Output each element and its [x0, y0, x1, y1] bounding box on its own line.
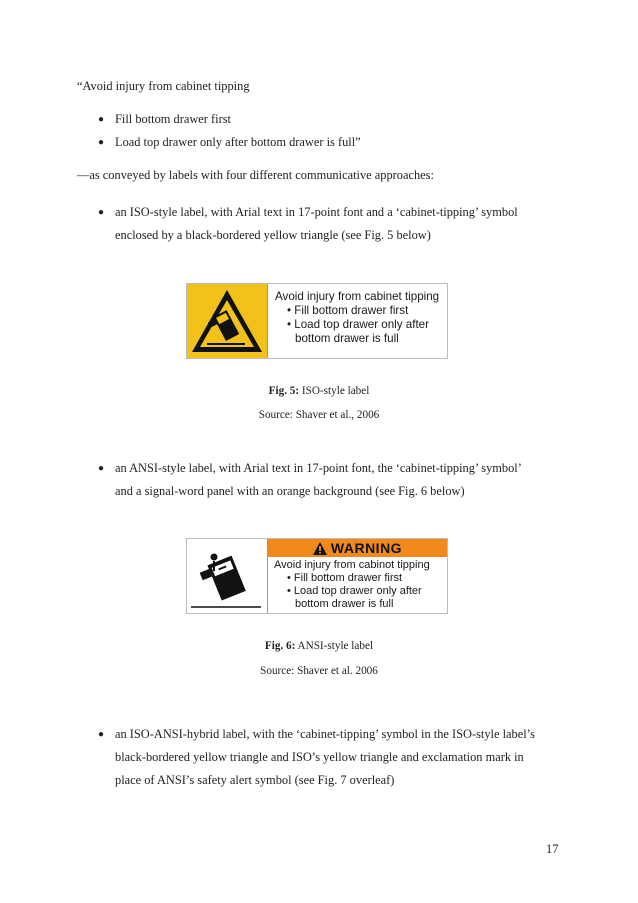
fig6-source: Source: Shaver et al. 2006: [260, 665, 378, 677]
quote-bullet-2: Load top drawer only after bottom drawer is full”: [115, 135, 361, 149]
bullet-icon: ●: [98, 463, 105, 474]
quote-bullet-1: Fill bottom drawer first: [115, 112, 231, 126]
cabinet-tipping-warning-icon: [187, 284, 267, 358]
fig6-label-line-3: • Load top drawer only after: [287, 585, 422, 597]
fig6-label-line-2: • Fill bottom drawer first: [287, 572, 403, 584]
safety-alert-icon: [313, 542, 327, 555]
fig5-caption: [0, 385, 638, 397]
page-number: 17: [546, 842, 559, 856]
fig6-label-line-1: Avoid injury from cabinot tipping: [274, 559, 430, 571]
ansi-style-label-figure: [186, 538, 448, 614]
fig5-label-line-3: • Load top drawer only after: [287, 318, 429, 331]
item-1-line-2: enclosed by a black-bordered yellow triangle (see Fig. 5 below): [115, 228, 431, 242]
fig5-caption-text: ISO-style label: [299, 385, 370, 397]
fig5-label-line-4: bottom drawer is full: [295, 332, 399, 345]
fig6-caption: [0, 640, 638, 652]
fig6-caption-text: ANSI-style label: [295, 640, 374, 652]
item-3-line-2: black-bordered yellow triangle and ISO’s yellow triangle and exclamation mark in: [115, 750, 524, 764]
item-3-line-3: place of ANSI’s safety alert symbol (see Fig. 7 overleaf): [115, 773, 395, 787]
intro-text: —as conveyed by labels with four different communicative approaches:: [77, 168, 434, 182]
signal-word-panel: [268, 539, 447, 557]
iso-style-label-figure: [186, 283, 448, 359]
fig5-label-line-1: Avoid injury from cabinet tipping: [275, 290, 440, 303]
fig5-caption-number: Fig. 5:: [268, 385, 300, 397]
item-1-line-1: an ISO-style label, with Arial text in 17-point font and a ‘cabinet-tipping’ symbol: [115, 205, 518, 219]
fig5-label-line-2: • Fill bottom drawer first: [287, 304, 409, 317]
fig5-source: Source: Shaver et al., 2006: [258, 409, 380, 421]
fig6-caption-number: Fig. 6:: [264, 640, 296, 652]
signal-word: WARNING: [330, 540, 403, 556]
bullet-icon: ●: [98, 207, 105, 218]
cabinet-tipping-symbol-icon: [187, 539, 267, 613]
bullet-icon: ●: [98, 114, 105, 125]
item-3-line-1: an ISO-ANSI-hybrid label, with the ‘cabinet-tipping’ symbol in the ISO-style label’s: [115, 727, 535, 741]
quote-heading: “Avoid injury from cabinet tipping: [77, 79, 250, 93]
item-2-line-1: an ANSI-style label, with Arial text in 17-point font, the ‘cabinet-tipping’ symbol’: [115, 461, 522, 475]
bullet-icon: ●: [98, 137, 105, 148]
fig6-label-line-4: bottom drawer is full: [295, 598, 394, 610]
item-2-line-2: and a signal-word panel with an orange background (see Fig. 6 below): [115, 484, 465, 498]
bullet-icon: ●: [98, 729, 105, 740]
